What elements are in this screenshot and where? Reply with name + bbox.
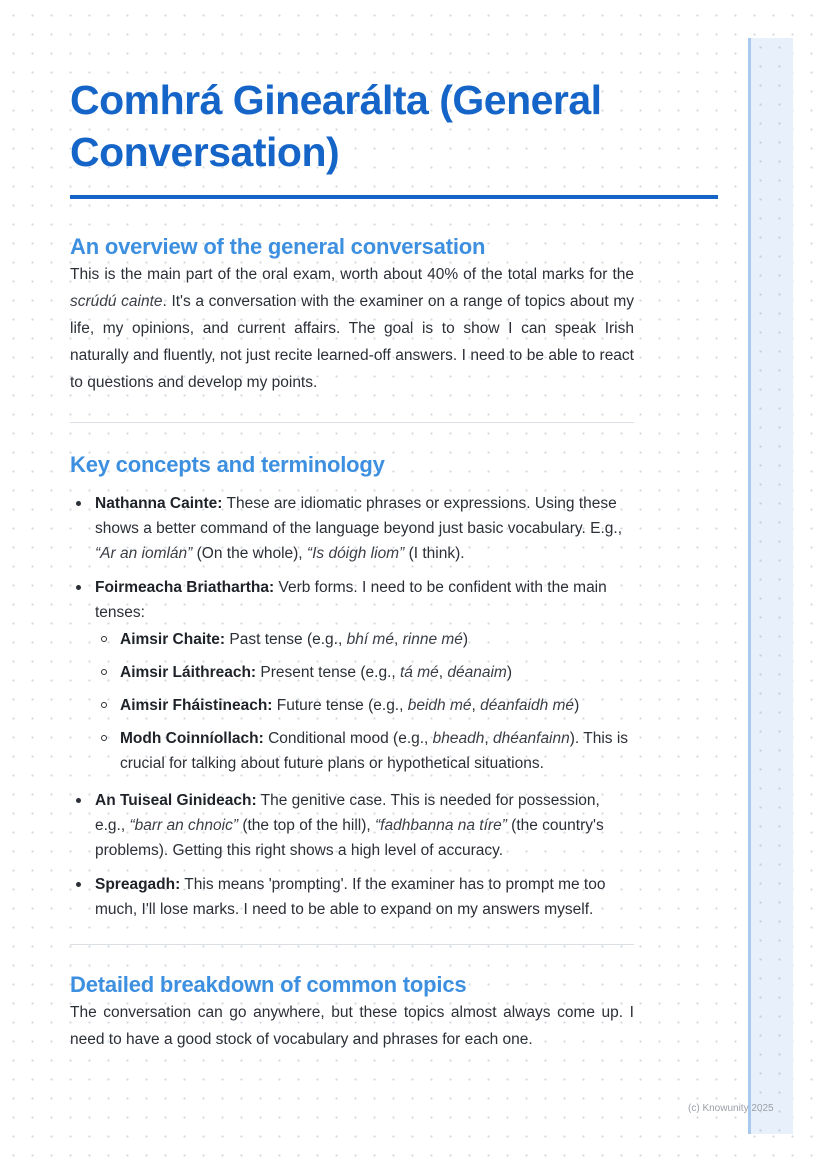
- item-text: ): [574, 697, 580, 714]
- item-text: Present tense (e.g.,: [256, 664, 400, 681]
- page-title: Comhrá Ginearálta (General Conversation): [70, 77, 602, 175]
- example-phrase: tá mé: [400, 664, 439, 681]
- item-text: ): [506, 664, 513, 681]
- item-text: ,: [393, 631, 403, 648]
- item-text: ): [462, 631, 469, 648]
- item-text: ,: [471, 697, 481, 714]
- item-text: (the top of the hill),: [238, 817, 376, 834]
- term-label: Foirmeacha Briathartha:: [95, 579, 275, 596]
- list-item-foirmeacha-briathartha: [70, 575, 634, 776]
- term-label: An Tuiseal Ginideach:: [95, 792, 257, 809]
- section-divider: [70, 944, 634, 945]
- item-text: Verb forms. I need to be confident with the main tenses:: [95, 579, 607, 621]
- page-content: [70, 74, 718, 1053]
- sub-item-modh-coinniollach: [95, 726, 634, 776]
- example-phrase: beidh mé: [407, 697, 472, 714]
- item-text: The genitive case. This is needed for possession, e.g.,: [95, 792, 600, 834]
- example-phrase: “barr an chnoic”: [129, 817, 239, 834]
- example-phrase: bheadh: [432, 730, 485, 747]
- overview-heading: An overview of the general conversation: [70, 234, 486, 259]
- overview-term-scrudu-cainte: scrúdú cainte: [70, 293, 163, 310]
- term-label: Aimsir Láithreach:: [120, 664, 257, 681]
- sub-item-aimsir-chaite: [95, 627, 634, 652]
- sub-item-aimsir-fhaistineach: [95, 693, 634, 718]
- term-label: Aimsir Chaite:: [120, 631, 226, 648]
- item-text: (On the whole),: [192, 545, 307, 562]
- example-phrase: “Is dóigh liom”: [306, 545, 405, 562]
- item-text: ,: [438, 664, 448, 681]
- example-phrase: rinne mé: [402, 631, 463, 648]
- example-phrase: “Ar an iomlán”: [95, 545, 193, 562]
- section-divider: [70, 422, 634, 423]
- overview-paragraph: [70, 261, 634, 396]
- item-text: Future tense (e.g.,: [272, 697, 408, 714]
- list-item-nathanna-cainte: [70, 491, 634, 566]
- item-text: ,: [484, 730, 494, 747]
- term-label: Modh Coinníollach:: [120, 730, 264, 747]
- example-phrase: dhéanfainn: [493, 730, 570, 747]
- example-phrase: déanfaidh mé: [480, 697, 575, 714]
- title-underline: [70, 195, 718, 199]
- term-label: Aimsir Fháistineach:: [120, 697, 273, 714]
- sub-item-aimsir-laithreach: [95, 660, 634, 685]
- overview-text-start: This is the main part of the oral exam, worth about 40% of the total marks for the: [70, 266, 634, 283]
- item-text: ). This is crucial for talking about future plans or hypothetical situations.: [120, 730, 629, 772]
- list-item-spreagadh: [70, 872, 634, 922]
- item-text: Past tense (e.g.,: [225, 631, 347, 648]
- example-phrase: déanaim: [447, 664, 507, 681]
- term-label: Spreagadh:: [95, 876, 181, 893]
- item-text: These are idiomatic phrases or expressions. Using these shows a better command of the language beyond just basic vocabulary. E.g.,: [95, 495, 623, 537]
- example-phrase: bhí mé: [346, 631, 394, 648]
- key-concepts-heading: Key concepts and terminology: [70, 452, 385, 477]
- term-label: Nathanna Cainte:: [95, 495, 223, 512]
- key-concepts-list: [70, 491, 634, 922]
- item-text: This means 'prompting'. If the examiner has to prompt me too much, I'll lose marks. I need to be able to expand on my answers myself.: [95, 876, 606, 918]
- topics-heading: Detailed breakdown of common topics: [70, 972, 467, 997]
- tenses-sublist: [95, 627, 634, 776]
- copyright-notice: (c) Knowunity 2025: [688, 1103, 774, 1114]
- overview-text-end: . It's a conversation with the examiner on a range of topics about my life, my opinions, and current affairs. The goal is to show I can speak Irish naturally and fluently, not just recite learned-off answers. I need to be able to react to questions and develop my points.: [70, 293, 634, 391]
- item-text: Conditional mood (e.g.,: [263, 730, 433, 747]
- example-phrase: “fadhbanna na tíre”: [375, 817, 507, 834]
- topics-paragraph: The conversation can go anywhere, but these topics almost always come up. I need to have a good stock of vocabulary and phrases for each one.: [70, 1004, 634, 1048]
- notebook-margin-strip: [748, 38, 793, 1134]
- list-item-tuiseal-ginideach: [70, 788, 634, 863]
- item-text: (I think).: [404, 545, 465, 562]
- item-text: (the country's problems). Getting this right shows a high level of accuracy.: [95, 817, 604, 859]
